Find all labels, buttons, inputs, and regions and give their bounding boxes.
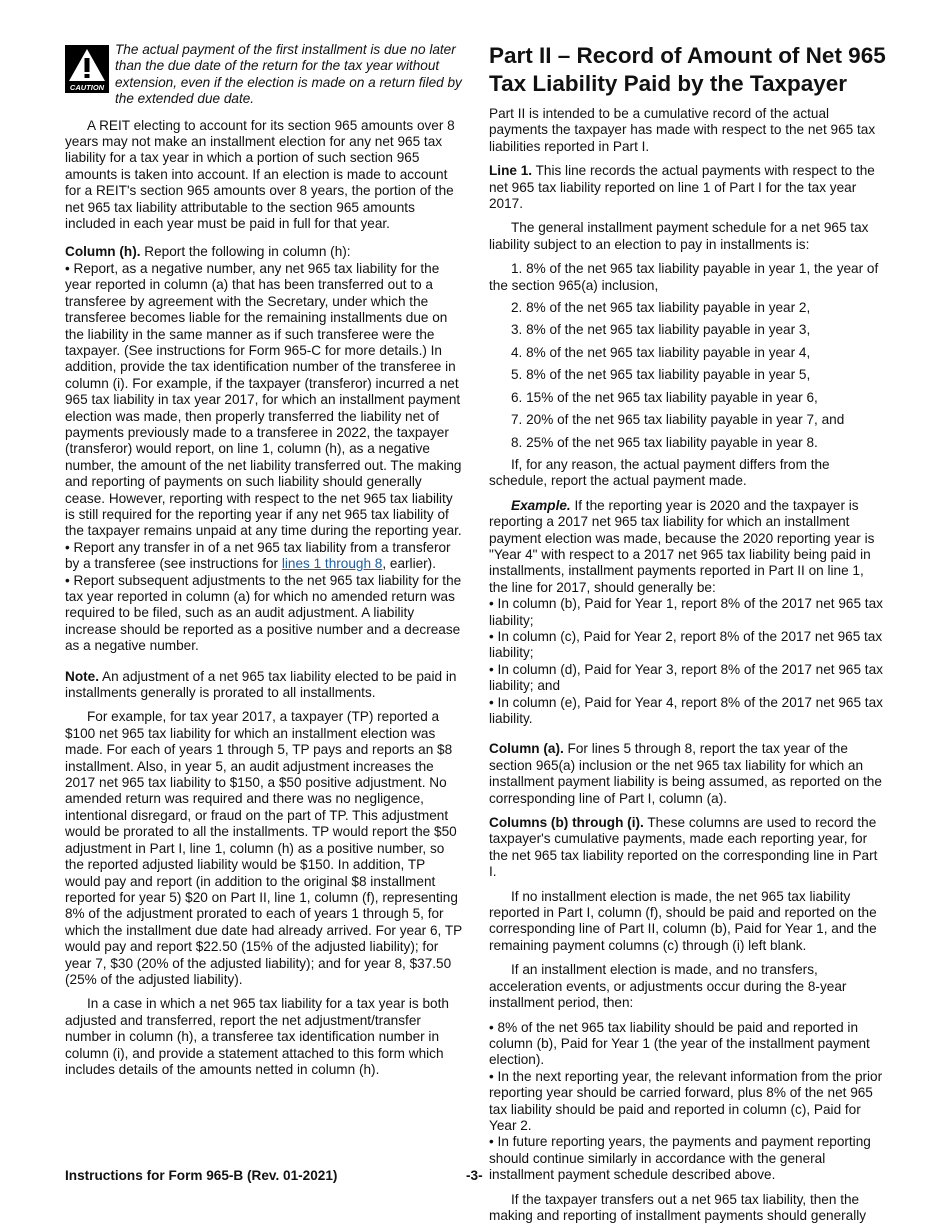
lines-1-through-8-link[interactable]: lines 1 through 8	[281, 556, 383, 572]
footer-page-number: -3-	[466, 1168, 483, 1183]
caution-icon	[65, 45, 109, 93]
bullet-2-end: , earlier).	[382, 556, 436, 572]
example-bullet: • In column (c), Paid for Year 2, report 8% of the 2017 net 965 tax liability;	[489, 628, 883, 661]
footer-form-title: Instructions for Form 965-B (Rev. 01-2021)	[65, 1168, 338, 1183]
left-column	[65, 42, 462, 1086]
columns-b-i-text: These columns are used to record the taxpayer's cumulative payments, made each reporting year, for the net 965 tax liability reported on the corresponding line in Part I.	[489, 815, 878, 880]
election-bullet: • 8% of the net 965 tax liability should be paid and reported in column (b), Paid for Year 1 (the year of the installment payment election).	[489, 1019, 870, 1068]
installment-schedule-list	[489, 261, 886, 451]
line-1-text: This line records the actual payments with respect to the net 965 tax liability reported on line 1 of Part I for the tax year 2017.	[489, 163, 875, 212]
schedule-item: 6. 15% of the net 965 tax liability payable in year 6,	[511, 389, 818, 405]
part-ii-intro: Part II is intended to be a cumulative record of the actual payments the taxpayer has made with respect to the net 965 tax liabilities reported in Part I.	[489, 106, 876, 154]
example-text: If the reporting year is 2020 and the taxpayer is reporting a 2017 net 965 tax liability for which an installment payment election was made, because the 2020 reporting year is "Year 4" with respect to a 2017 net 965 tax liability being paid in installments, installment payments reported in Part II on line 1, the line for 2017, should generally be:	[489, 497, 875, 595]
schedule-item: 1. 8% of the net 965 tax liability payable in year 1, the year of the section 965(a) inclusion,	[489, 261, 879, 293]
note-text: An adjustment of a net 965 tax liability elected to be paid in installments generally is prorated to all installments.	[65, 668, 457, 701]
column-a-paragraph	[489, 741, 886, 807]
columns-b-i-paragraph	[489, 815, 886, 881]
column-h-label: Column (h).	[65, 244, 141, 260]
part-ii-heading: Part II – Record of Amount of Net 965 Tax Liability Paid by the Taxpayer	[489, 43, 886, 96]
transfer-paragraph: If the taxpayer transfers out a net 965 tax liability, then the making and reporting of installment payments should generally	[489, 1191, 867, 1223]
column-h-paragraph	[65, 244, 462, 260]
reit-paragraph: A REIT electing to account for its section 965 amounts over 8 years may not make an installment election for any net 965 tax liability for a tax year in which a portion of such section 965 amounts is taken into account. If an election is made to account for a REIT's section 965 amounts over 8 years, the portion of the net 965 tax liability attributable to the section 965 amounts included in each year must be paid in full for that year.	[65, 117, 455, 232]
example-bullet: • In column (d), Paid for Year 3, report 8% of the 2017 net 965 tax liability; and	[489, 661, 883, 694]
svg-text:CAUTION: CAUTION	[69, 83, 105, 92]
column-a-text: For lines 5 through 8, report the tax year of the section 965(a) inclusion or the net 965 tax liability for which an installment payment liability is being assumed, as reported on the corresponding line of Part I, column (a).	[489, 741, 882, 806]
note-label: Note.	[65, 668, 99, 684]
column-h-text: Report the following in column (h):	[140, 244, 351, 260]
example-bullet: • In column (e), Paid for Year 4, report 8% of the 2017 net 965 tax liability.	[489, 694, 883, 726]
caution-note	[65, 42, 462, 108]
election-paragraph: If an installment election is made, and no transfers, acceleration events, or adjustments occur during the 8-year installment period, then:	[489, 962, 847, 1011]
columns-b-i-label: Columns (b) through (i).	[489, 815, 644, 831]
column-h-bullet-3: • Report subsequent adjustments to the net 965 tax liability for the tax year reported in column (a) for which no amended return was required to be filed, such as an audit adjustment. A liability increase should be reported as a positive number and a decrease as a negative number.	[65, 572, 462, 654]
election-bullet: • In future reporting years, the payments and payment reporting should continue similarly in accordance with the general installment payment schedule described above.	[489, 1134, 871, 1183]
schedule-item: 3. 8% of the net 965 tax liability payable in year 3,	[511, 322, 811, 338]
schedule-intro: The general installment payment schedule for a net 965 tax liability subject to an election to pay in installments is:	[489, 220, 869, 252]
bullet-2-text: • Report any transfer in of a net 965 tax liability from a transferor by a transferee (see instructions for	[65, 539, 451, 572]
schedule-item: 2. 8% of the net 965 tax liability payable in year 2,	[511, 300, 811, 316]
column-a-label: Column (a).	[489, 741, 564, 757]
line-1-paragraph	[489, 163, 886, 212]
right-column	[489, 42, 886, 1232]
line-1-label: Line 1.	[489, 163, 533, 179]
no-election-paragraph: If no installment election is made, the net 965 tax liability reported in Part I, column (f), should be paid and reported on the corresponding line of Part II, column (b), Paid for Year 1, and the remaining payment columns (c) through (i) left blank.	[489, 888, 877, 953]
example-paragraph: For example, for tax year 2017, a taxpayer (TP) reported a $100 net 965 tax liability for which an installment election was made. For each of years 1 through 5, TP pays and reports an $8 installment. Also, in year 5, an audit adjustment increases the 2017 net 965 tax liability to $150, a $50 positive adjustment. No amended return was required and there was no negligence, intentional disregard, or fraud on the part of TP. This adjustment would be prorated to all the installments. TP would report the $50 adjustment in Part I, line 1, column (h) as a positive number, so the reported adjusted liability would be $150. In addition, TP would pay and report (in addition to the original $8 installment reported for year 5) $20 on Part II, line 1, column (f), representing 8% of the adjustment prorated to each of years 1 through 5, for which the installment due date had already arrived. For year 6, TP would pay and report $22.50 (15% of the adjusted liability); for year 7, $30 (20% of the adjusted liability); and for year 8, $37.50 (25% of the adjusted liability).	[65, 709, 462, 987]
column-h-bullet-1: • Report, as a negative number, any net 965 tax liability for the year reported in column (a) that has been transferred out to a transferee by agreement with the Secretary, under which the transferee becomes liable for the remaining installments due on the liability in the same manner as if such transferee were the taxpayer. (See instructions for Form 965-C for more details.) In addition, provide the tax identification number of the transferee in column (i). For example, if the taxpayer (transferor) incurred a net 965 tax liability in tax year 2017, for which an installment payment election was made, then properly transferred the liability net of payments previously made to a transferee in 2022, the taxpayer (transferor) would report, on line 1, column (h), as a negative number, the amount of the net liability transferred out. The making and reporting of payments on such liability should generally cease. However, reporting with respect to the net 965 tax liability is still required for the reporting year if any net 965 tax liability of the taxpayer remains unpaid at any time during the reporting year.	[65, 260, 462, 539]
example-paragraph	[489, 498, 886, 596]
election-bullet: • In the next reporting year, the relevant information from the prior reporting year should be carried forward, plus 8% of the net 965 tax liability should be paid and reported in column (c), Paid for Year 2.	[489, 1068, 883, 1133]
note-paragraph	[65, 669, 462, 702]
adjusted-transferred-paragraph: In a case in which a net 965 tax liability for a tax year is both adjusted and transferred, report the net adjustment/transfer number in column (h), a transferee tax identification number in column (i), and provide a statement attached to this form which includes details of the amounts netted in column (h).	[65, 996, 449, 1077]
example-label: Example.	[511, 497, 571, 513]
differs-paragraph: If, for any reason, the actual payment differs from the schedule, report the actual payment made.	[489, 456, 830, 489]
caution-text: The actual payment of the first installment is due no later than the due date of the return for the tax year without extension, even if the election is made on a return filed by the extended due date.	[115, 42, 462, 107]
column-h-bullet-2	[65, 540, 462, 573]
schedule-item: 7. 20% of the net 965 tax liability payable in year 7, and	[511, 412, 845, 428]
schedule-item: 8. 25% of the net 965 tax liability payable in year 8.	[511, 434, 818, 450]
schedule-item: 4. 8% of the net 965 tax liability payable in year 4,	[511, 344, 811, 360]
schedule-item: 5. 8% of the net 965 tax liability payable in year 5,	[511, 367, 811, 383]
example-bullet: • In column (b), Paid for Year 1, report 8% of the 2017 net 965 tax liability;	[489, 596, 883, 628]
